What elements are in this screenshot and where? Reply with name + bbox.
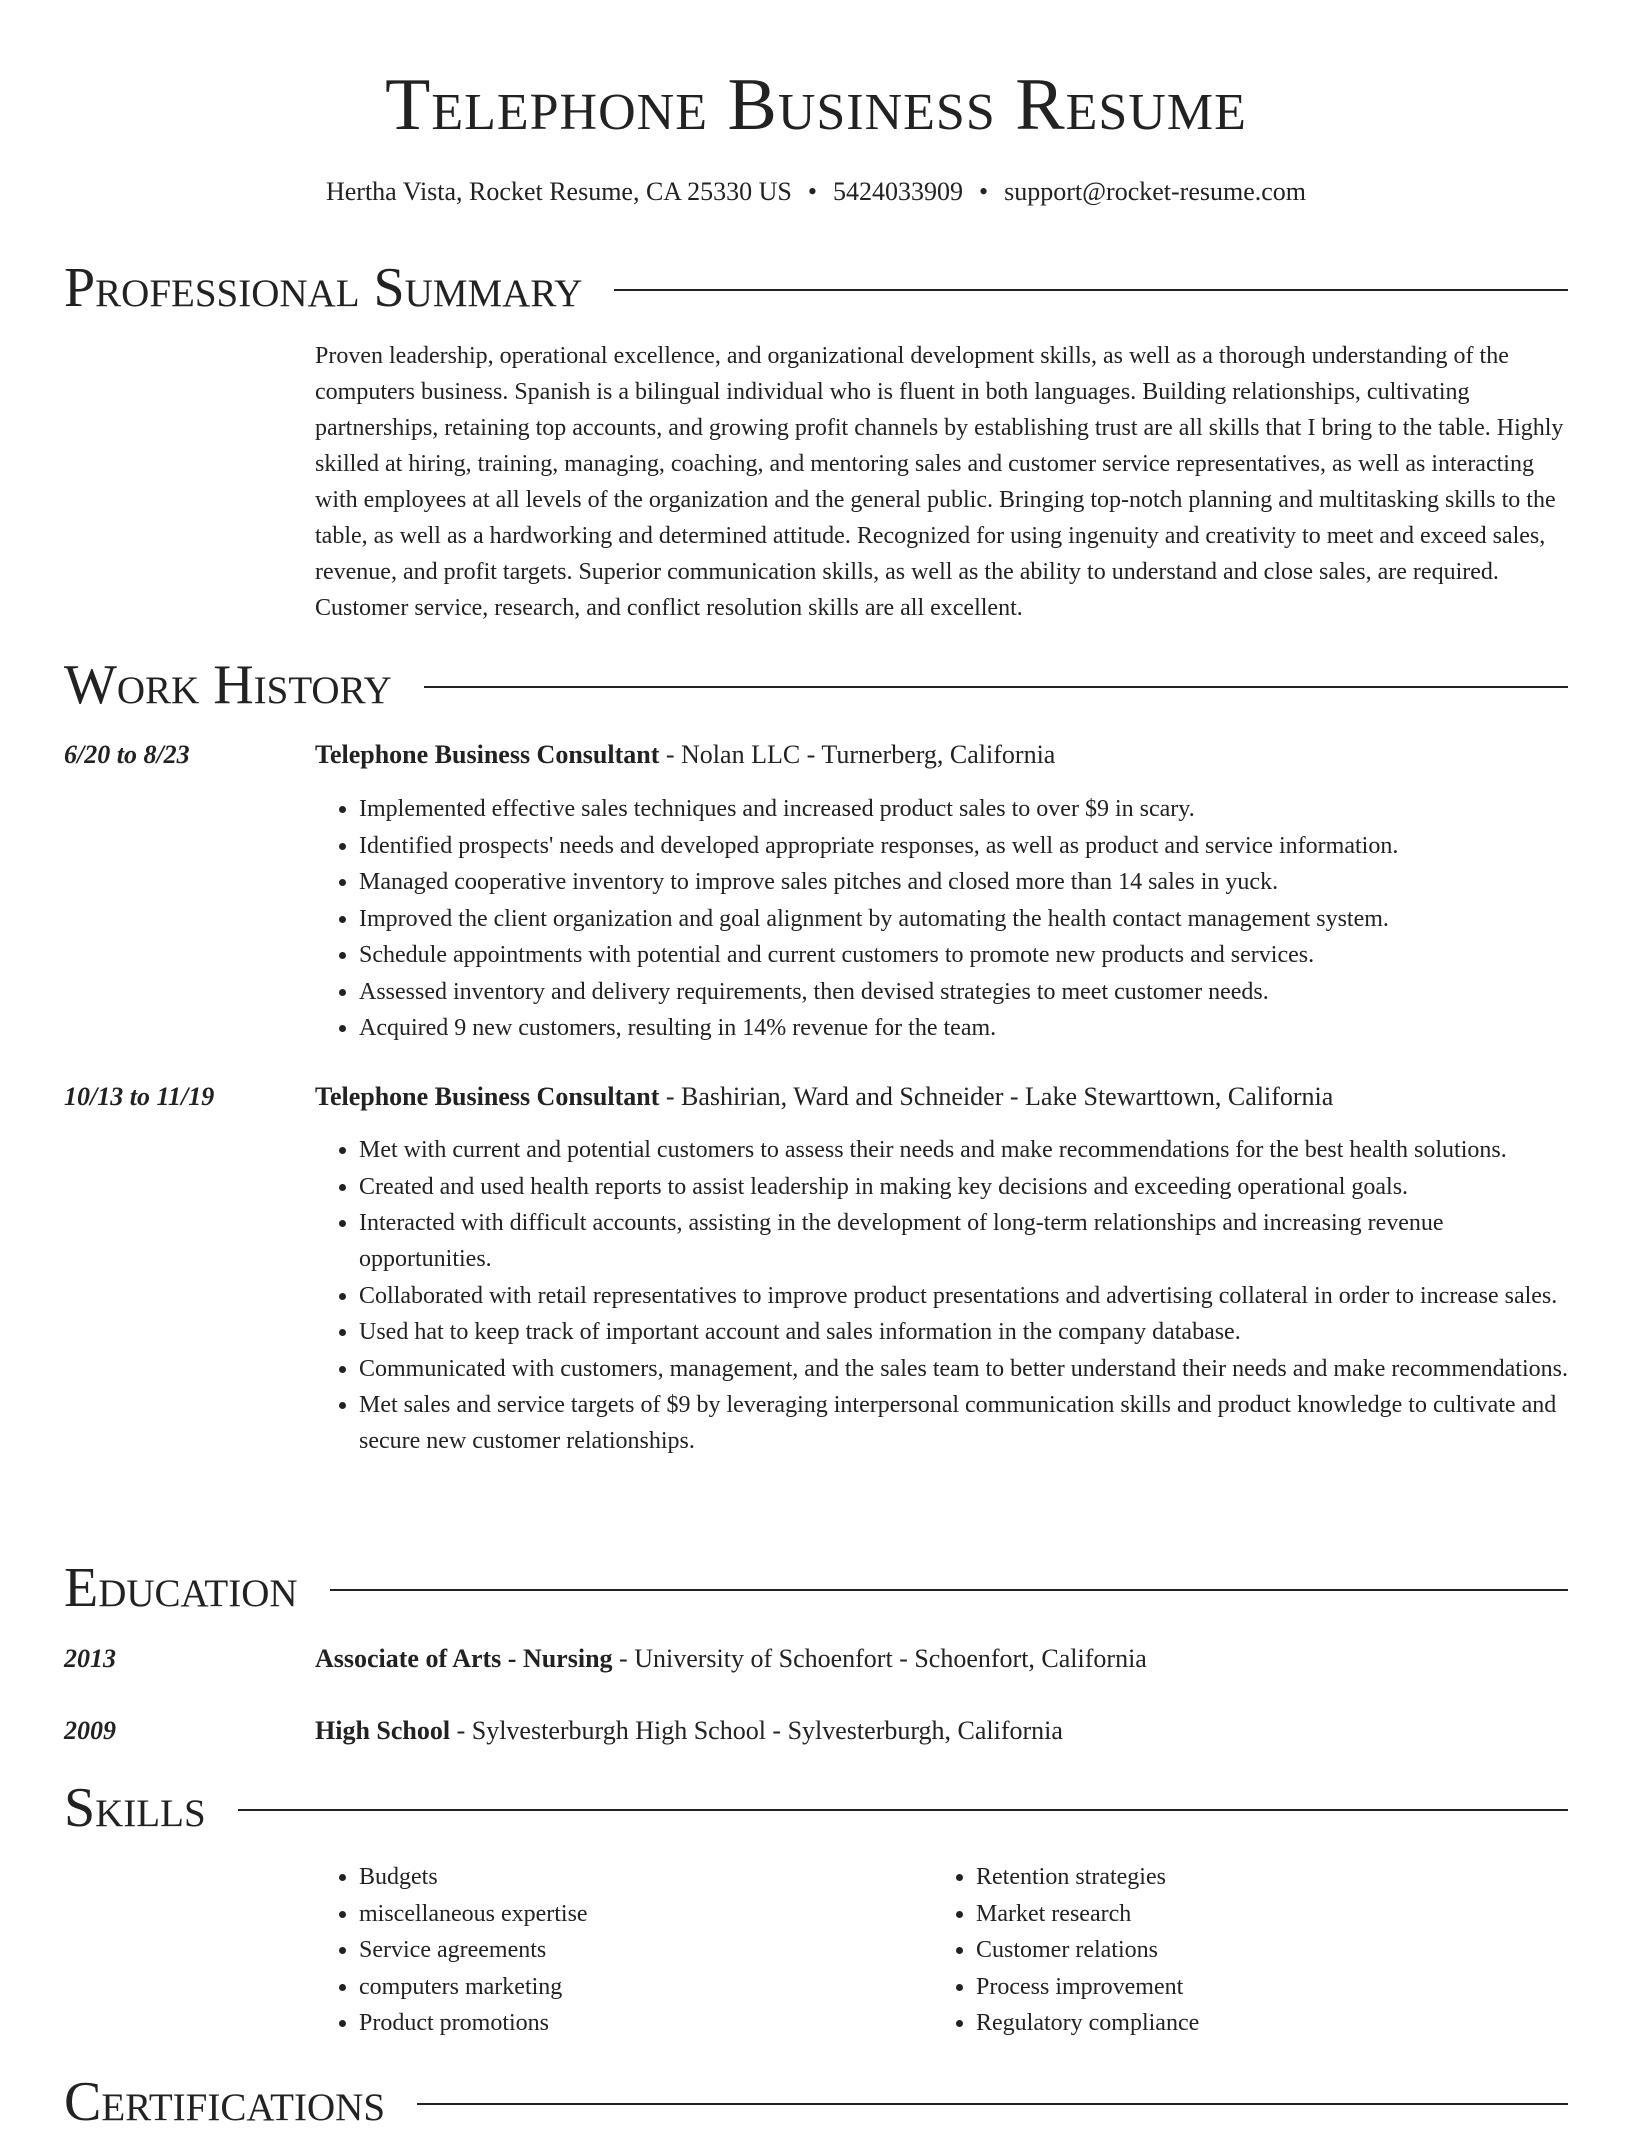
- job-title: Telephone Business Consultant: [315, 740, 660, 769]
- list-item: • Implemented effective sales techniques and increased product sales to over $9 in scary.: [359, 791, 1570, 827]
- list-item: • Schedule appointments with potential and current customers to promote new products and services.: [359, 937, 1570, 973]
- education-year: 2009: [64, 1716, 116, 1745]
- section-title: Work History: [64, 654, 392, 716]
- section-heading-work-history: [64, 655, 1568, 715]
- section-rule: [417, 2103, 1568, 2105]
- job-title-line: [315, 737, 1570, 773]
- job-title-line: [315, 1079, 1570, 1115]
- section-rule: [614, 289, 1568, 291]
- list-item: • Met sales and service targets of $9 by leveraging interpersonal communication skills and product knowledge to cultivate and secure new customer relationships.: [359, 1387, 1570, 1459]
- contact-separator: •: [807, 177, 817, 206]
- summary-text: Proven leadership, operational excellence, and organizational development skills, as well as a thorough understanding of the computers business. Spanish is a bilingual individual who is fluent in both languages. Building relationships, cultivating partnerships, retaining top accounts, and growing profit channels by establishing trust are all skills that I bring to the table. Highly skilled at hiring, training, managing, coaching, and mentoring sales and customer service representatives, as well as interacting with employees at all levels of the organization and the general public. Bringing top-notch planning and multitasking skills to the table, as well as a hardworking and determined attitude. Recognized for using ingenuity and creativity to meet and exceed sales, revenue, and profit targets. Superior communication skills, as well as the ability to understand and close sales, are required. Customer service, research, and conflict resolution skills are all excellent.: [315, 343, 1564, 621]
- job-details: - Nolan LLC - Turnerberg, California: [659, 740, 1056, 769]
- list-item: • Managed cooperative inventory to improve sales pitches and closed more than 14 sales in yuck.: [359, 864, 1570, 900]
- list-item: • Interacted with difficult accounts, assisting in the development of long-term relationships and increasing revenue opportunities.: [359, 1205, 1570, 1277]
- section-heading-education: [64, 1558, 1568, 1618]
- list-item: • Process improvement: [976, 1969, 1532, 2006]
- list-item: • Retention strategies: [976, 1859, 1532, 1896]
- section-title: Skills: [64, 1777, 206, 1839]
- contact-phone: 5424033909: [833, 177, 963, 206]
- list-item: • Market research: [976, 1896, 1532, 1933]
- list-item: • Used hat to keep track of important account and sales information in the company database.: [359, 1314, 1570, 1350]
- list-item: • Service agreements: [359, 1932, 915, 1969]
- education-line: [315, 1641, 1570, 1677]
- list-item: • Improved the client organization and goal alignment by automating the health contact management system.: [359, 901, 1570, 937]
- job-dates: 6/20 to 8/23: [64, 740, 190, 769]
- section-rule: [330, 1589, 1568, 1591]
- section-title: Certifications: [64, 2071, 386, 2133]
- job-title: Telephone Business Consultant: [315, 1082, 660, 1111]
- contact-separator: •: [979, 177, 989, 206]
- section-heading-summary: [64, 258, 1568, 318]
- list-item: • Acquired 9 new customers, resulting in 14% revenue for the team.: [359, 1010, 1570, 1046]
- resume-title: Telephone Business Resume: [385, 64, 1247, 146]
- list-item: • Budgets: [359, 1859, 915, 1896]
- education-degree: High School: [315, 1716, 451, 1745]
- education-details: - University of Schoenfort - Schoenfort, California: [612, 1644, 1147, 1673]
- contact-email: support@rocket-resume.com: [1004, 177, 1307, 206]
- section-heading-skills: [64, 1778, 1568, 1838]
- job-dates: 10/13 to 11/19: [64, 1082, 215, 1111]
- list-item: • Collaborated with retail representatives to improve product presentations and advertising collateral in order to increase sales.: [359, 1278, 1570, 1314]
- list-item: • computers marketing: [359, 1969, 915, 2006]
- contact-line: [0, 174, 1632, 210]
- section-rule: [238, 1809, 1568, 1811]
- list-item: • Regulatory compliance: [976, 2005, 1532, 2042]
- education-line: [315, 1713, 1570, 1749]
- job-bullets: [315, 791, 1570, 1047]
- contact-address: Hertha Vista, Rocket Resume, CA 25330 US: [325, 177, 792, 206]
- list-item: • Created and used health reports to assist leadership in making key decisions and exceeding operational goals.: [359, 1169, 1570, 1205]
- list-item: • Assessed inventory and delivery requirements, then devised strategies to meet customer needs.: [359, 974, 1570, 1010]
- list-item: • miscellaneous expertise: [359, 1896, 915, 1933]
- job-details: - Bashirian, Ward and Schneider - Lake Stewarttown, California: [659, 1082, 1334, 1111]
- skills-list-left: [315, 1859, 915, 2042]
- section-rule: [424, 686, 1568, 688]
- list-item: • Met with current and potential customers to assess their needs and make recommendations for the best health solutions.: [359, 1132, 1570, 1168]
- list-item: • Customer relations: [976, 1932, 1532, 1969]
- education-details: - Sylvesterburgh High School - Sylvesterburgh, California: [450, 1716, 1063, 1745]
- skills-list-right: [932, 1859, 1532, 2042]
- job-bullets: [315, 1132, 1570, 1460]
- education-degree: Associate of Arts - Nursing: [315, 1644, 613, 1673]
- section-title: Education: [64, 1557, 298, 1619]
- list-item: • Product promotions: [359, 2005, 915, 2042]
- list-item: • Identified prospects' needs and developed appropriate responses, as well as product and service information.: [359, 828, 1570, 864]
- section-title: Professional Summary: [64, 257, 583, 319]
- section-heading-certifications: [64, 2072, 1568, 2132]
- education-year: 2013: [64, 1644, 116, 1673]
- list-item: • Communicated with customers, management, and the sales team to better understand their needs and make recommendations.: [359, 1351, 1570, 1387]
